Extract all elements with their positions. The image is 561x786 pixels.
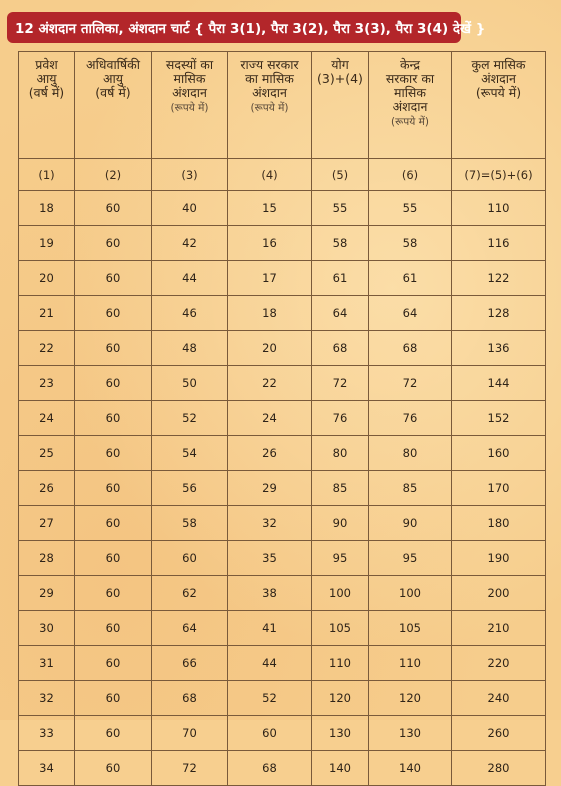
table-cell: 68 xyxy=(152,681,228,716)
table-cell: 60 xyxy=(228,716,312,751)
table-cell: 100 xyxy=(369,576,452,611)
table-row xyxy=(19,506,546,541)
table-cell: 58 xyxy=(152,506,228,541)
table-cell: 128 xyxy=(452,296,546,331)
table-cell: 60 xyxy=(75,506,152,541)
table-cell: 55 xyxy=(312,191,369,226)
contribution-table xyxy=(18,51,546,786)
table-cell: 32 xyxy=(228,506,312,541)
table-cell: 52 xyxy=(152,401,228,436)
table-cell: 60 xyxy=(75,331,152,366)
table-cell: 61 xyxy=(369,261,452,296)
table-cell: 180 xyxy=(452,506,546,541)
table-cell: 26 xyxy=(228,436,312,471)
table-cell: 26 xyxy=(19,471,75,506)
column-index-cell: (2) xyxy=(75,159,152,191)
table-cell: 33 xyxy=(19,716,75,751)
table-cell: 50 xyxy=(152,366,228,401)
column-header-2 xyxy=(75,52,152,159)
table-cell: 29 xyxy=(19,576,75,611)
table-cell: 44 xyxy=(228,646,312,681)
table-cell: 42 xyxy=(152,226,228,261)
table-cell: 160 xyxy=(452,436,546,471)
table-cell: 60 xyxy=(75,436,152,471)
table-cell: 68 xyxy=(369,331,452,366)
table-cell: 60 xyxy=(75,716,152,751)
table-cell: 64 xyxy=(312,296,369,331)
table-cell: 130 xyxy=(312,716,369,751)
table-cell: 18 xyxy=(228,296,312,331)
column-header-label: अधिवार्षिकी आयु (वर्ष में) xyxy=(86,57,140,100)
table-cell: 60 xyxy=(75,646,152,681)
table-cell: 60 xyxy=(75,541,152,576)
table-cell: 105 xyxy=(369,611,452,646)
column-header-label: सदस्यों का मासिक अंशदान xyxy=(165,57,214,100)
table-cell: 40 xyxy=(152,191,228,226)
table-cell: 22 xyxy=(228,366,312,401)
table-cell: 60 xyxy=(75,226,152,261)
table-cell: 55 xyxy=(369,191,452,226)
table-cell: 18 xyxy=(19,191,75,226)
table-cell: 64 xyxy=(152,611,228,646)
table-cell: 144 xyxy=(452,366,546,401)
table-cell: 105 xyxy=(312,611,369,646)
table-cell: 76 xyxy=(312,401,369,436)
table-row xyxy=(19,576,546,611)
table-cell: 58 xyxy=(369,226,452,261)
table-cell: 60 xyxy=(152,541,228,576)
table-cell: 58 xyxy=(312,226,369,261)
table-cell: 240 xyxy=(452,681,546,716)
table-cell: 25 xyxy=(19,436,75,471)
column-header-3 xyxy=(152,52,228,159)
table-cell: 120 xyxy=(312,681,369,716)
table-row xyxy=(19,716,546,751)
table-cell: 90 xyxy=(369,506,452,541)
table-cell: 60 xyxy=(75,296,152,331)
table-cell: 140 xyxy=(312,751,369,786)
table-cell: 28 xyxy=(19,541,75,576)
table-cell: 136 xyxy=(452,331,546,366)
column-index-row xyxy=(19,159,546,191)
table-cell: 152 xyxy=(452,401,546,436)
table-cell: 100 xyxy=(312,576,369,611)
table-cell: 130 xyxy=(369,716,452,751)
table-cell: 32 xyxy=(19,681,75,716)
table-cell: 68 xyxy=(312,331,369,366)
table-cell: 90 xyxy=(312,506,369,541)
table-cell: 80 xyxy=(312,436,369,471)
table-cell: 60 xyxy=(75,261,152,296)
column-header-5 xyxy=(312,52,369,159)
table-cell: 68 xyxy=(228,751,312,786)
table-row xyxy=(19,191,546,226)
table-cell: 190 xyxy=(452,541,546,576)
table-cell: 85 xyxy=(312,471,369,506)
table-cell: 60 xyxy=(75,611,152,646)
table-cell: 34 xyxy=(19,751,75,786)
table-cell: 60 xyxy=(75,366,152,401)
table-cell: 64 xyxy=(369,296,452,331)
table-cell: 60 xyxy=(75,681,152,716)
table-row xyxy=(19,436,546,471)
column-header-label: प्रवेश आयु (वर्ष में) xyxy=(28,57,65,100)
table-cell: 44 xyxy=(152,261,228,296)
table-cell: 21 xyxy=(19,296,75,331)
column-index-cell: (3) xyxy=(152,159,228,191)
table-cell: 140 xyxy=(369,751,452,786)
table-cell: 17 xyxy=(228,261,312,296)
table-row xyxy=(19,541,546,576)
column-header-1 xyxy=(19,52,75,159)
table-cell: 170 xyxy=(452,471,546,506)
column-header-label: राज्य सरकार का मासिक अंशदान xyxy=(240,57,299,100)
table-row xyxy=(19,611,546,646)
table-cell: 110 xyxy=(452,191,546,226)
table-cell: 80 xyxy=(369,436,452,471)
table-row xyxy=(19,681,546,716)
table-cell: 72 xyxy=(369,366,452,401)
table-cell: 31 xyxy=(19,646,75,681)
table-cell: 60 xyxy=(75,471,152,506)
table-cell: 110 xyxy=(312,646,369,681)
table-row xyxy=(19,366,546,401)
table-cell: 76 xyxy=(369,401,452,436)
column-index-cell: (1) xyxy=(19,159,75,191)
column-index-cell: (6) xyxy=(369,159,452,191)
column-header-unit: (रूपये में) xyxy=(390,116,430,128)
table-row xyxy=(19,646,546,681)
table-cell: 24 xyxy=(228,401,312,436)
table-cell: 61 xyxy=(312,261,369,296)
table-cell: 110 xyxy=(369,646,452,681)
table-cell: 60 xyxy=(75,401,152,436)
table-row xyxy=(19,401,546,436)
title-banner xyxy=(7,12,486,43)
table-cell: 22 xyxy=(19,331,75,366)
table-header-row xyxy=(19,52,546,159)
table-cell: 24 xyxy=(19,401,75,436)
table-row xyxy=(19,471,546,506)
table-cell: 29 xyxy=(228,471,312,506)
table-cell: 52 xyxy=(228,681,312,716)
table-cell: 46 xyxy=(152,296,228,331)
table-cell: 95 xyxy=(312,541,369,576)
column-header-label: कुल मासिक अंशदान (रूपये में) xyxy=(471,57,526,100)
table-cell: 85 xyxy=(369,471,452,506)
table-cell: 23 xyxy=(19,366,75,401)
table-cell: 20 xyxy=(228,331,312,366)
table-row xyxy=(19,296,546,331)
column-header-7 xyxy=(452,52,546,159)
table-cell: 72 xyxy=(312,366,369,401)
table-cell: 60 xyxy=(75,191,152,226)
table-cell: 260 xyxy=(452,716,546,751)
table-cell: 116 xyxy=(452,226,546,261)
table-cell: 54 xyxy=(152,436,228,471)
table-cell: 60 xyxy=(75,576,152,611)
table-row xyxy=(19,751,546,786)
column-header-label: योग (3)+(4) xyxy=(317,57,363,86)
table-cell: 38 xyxy=(228,576,312,611)
page-title: 12 अंशदान तालिका, अंशदान चार्ट { पैरा 3(1), पैरा 3(2), पैरा 3(3), पैरा 3(4) देखें } xyxy=(15,20,486,37)
table-cell: 41 xyxy=(228,611,312,646)
table-cell: 70 xyxy=(152,716,228,751)
column-header-6 xyxy=(369,52,452,159)
table-cell: 27 xyxy=(19,506,75,541)
table-cell: 20 xyxy=(19,261,75,296)
table-cell: 95 xyxy=(369,541,452,576)
table-cell: 19 xyxy=(19,226,75,261)
table-row xyxy=(19,331,546,366)
table-cell: 35 xyxy=(228,541,312,576)
table-cell: 122 xyxy=(452,261,546,296)
table-cell: 200 xyxy=(452,576,546,611)
table-row xyxy=(19,261,546,296)
column-index-cell: (7)=(5)+(6) xyxy=(452,159,546,191)
column-header-label: केन्द्र सरकार का मासिक अंशदान xyxy=(385,57,435,114)
table-row xyxy=(19,226,546,261)
table-cell: 280 xyxy=(452,751,546,786)
table-cell: 60 xyxy=(75,751,152,786)
table-cell: 56 xyxy=(152,471,228,506)
table-cell: 30 xyxy=(19,611,75,646)
column-header-unit: (रूपये में) xyxy=(170,102,209,114)
table-cell: 66 xyxy=(152,646,228,681)
table-cell: 72 xyxy=(152,751,228,786)
table-cell: 62 xyxy=(152,576,228,611)
column-index-cell: (5) xyxy=(312,159,369,191)
table-cell: 210 xyxy=(452,611,546,646)
table-cell: 48 xyxy=(152,331,228,366)
table-cell: 220 xyxy=(452,646,546,681)
table-cell: 15 xyxy=(228,191,312,226)
column-header-unit: (रूपये में) xyxy=(250,102,289,114)
column-index-cell: (4) xyxy=(228,159,312,191)
table-cell: 16 xyxy=(228,226,312,261)
column-header-4 xyxy=(228,52,312,159)
table-cell: 120 xyxy=(369,681,452,716)
